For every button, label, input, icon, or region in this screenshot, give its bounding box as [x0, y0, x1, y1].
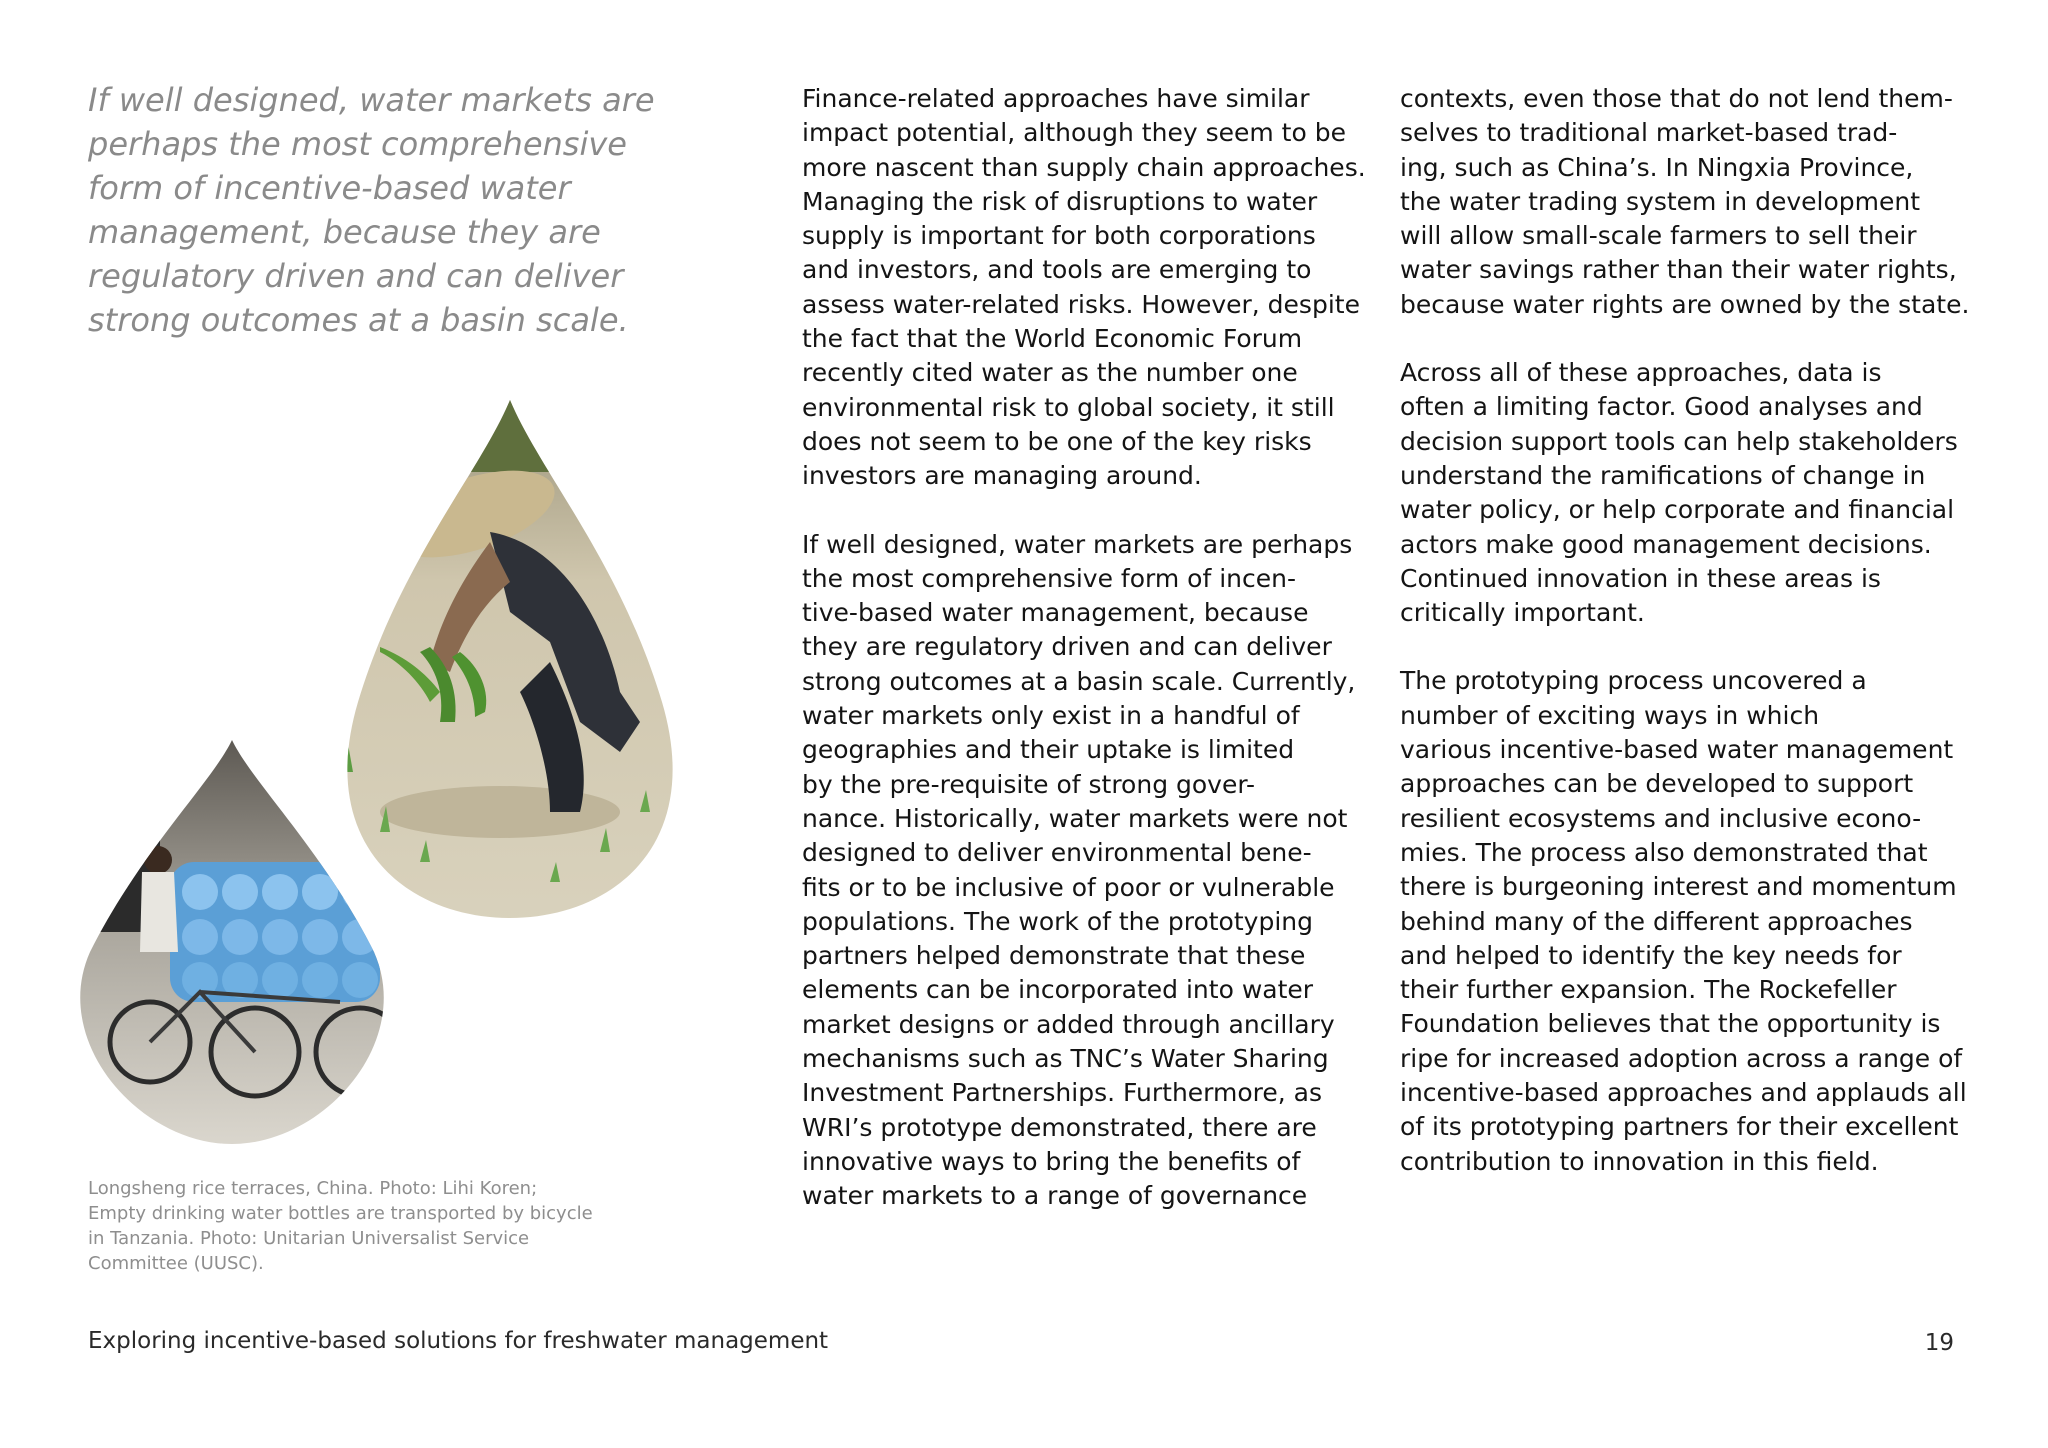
- body-column-1: [802, 82, 1372, 1214]
- page-number: 19: [1924, 1330, 1954, 1356]
- footer-title: Exploring incentive-based solutions for freshwater management: [88, 1328, 829, 1354]
- paragraph: Finance-related approaches have similar impact potential, although they seem to be more nascent than supply chain approaches. Managing the risk of disruptions to water supply is important for both corporations and investors, and tools are emerging to assess water-related risks. However, despite the fact that the World Economic Forum recently cited water as the number one environmental risk to global society, it still does not seem to be one of the key risks investors are managing around.: [802, 84, 1366, 491]
- rice-paddy-photo: [300, 392, 720, 932]
- photo-droplets: [80, 392, 720, 1152]
- pull-quote: If well designed, water markets are perhaps the most comprehensive form of incentive-based water management, because they are regulatory driven and can deliver strong outcomes at a basin scale.: [88, 81, 655, 339]
- body-column-2: [1400, 82, 1975, 1179]
- photo-caption: Longsheng rice terraces, China. Photo: Lihi Koren; Empty drinking water bottles are transported by bicycle in Tanzania. Photo: Unitarian Universalist Service Committee (UUSC).: [88, 1178, 593, 1274]
- paragraph: contexts, even those that do not lend them- selves to traditional market-based trad- ing, such as China’s. In Ningxia Province, the water trading system in development will allow small-scale farmers to sell their water savings rather than their water rights, because water rights are owned by the state.: [1400, 84, 1970, 319]
- paragraph: Across all of these approaches, data is often a limiting factor. Good analyses and decision support tools can help stakeholders understand the ramifications of change in water policy, or help corporate and financial actors make good management decisions. Continued innovation in these areas is critically important.: [1400, 358, 1958, 628]
- paragraph: The prototyping process uncovered a number of exciting ways in which various incentive-based water management approaches can be developed to support resilient ecosystems and inclusive econo- mies. The process also demonstrated that there is burgeoning interest and momentum behind many of the different approaches and helped to identify the key needs for their further expansion. The Rockefeller Foundation believes that the opportunity is ripe for increased adoption across a range of incentive-based approaches and applauds all of its prototyping partners for their excellent contribution to innovation in this field.: [1400, 666, 1967, 1176]
- paragraph: If well designed, water markets are perhaps the most comprehensive form of incen- tive-based water management, because they are regulatory driven and can deliver strong outcomes at a basin scale. Currently, water markets only exist in a handful of geographies and their uptake is limited by the pre-requisite of strong gover- nance. Historically, water markets were not designed to deliver environmental bene- fits or to be inclusive of poor or vulnerable populations. The work of the prototyping partners helped demonstrate that these elements can be incorporated into water market designs or added through ancillary mechanisms such as TNC’s Water Sharing Investment Partnerships. Furthermore, as WRI’s prototype demonstrated, there are innovative ways to bring the benefits of water markets to a range of governance: [802, 529, 1356, 1211]
